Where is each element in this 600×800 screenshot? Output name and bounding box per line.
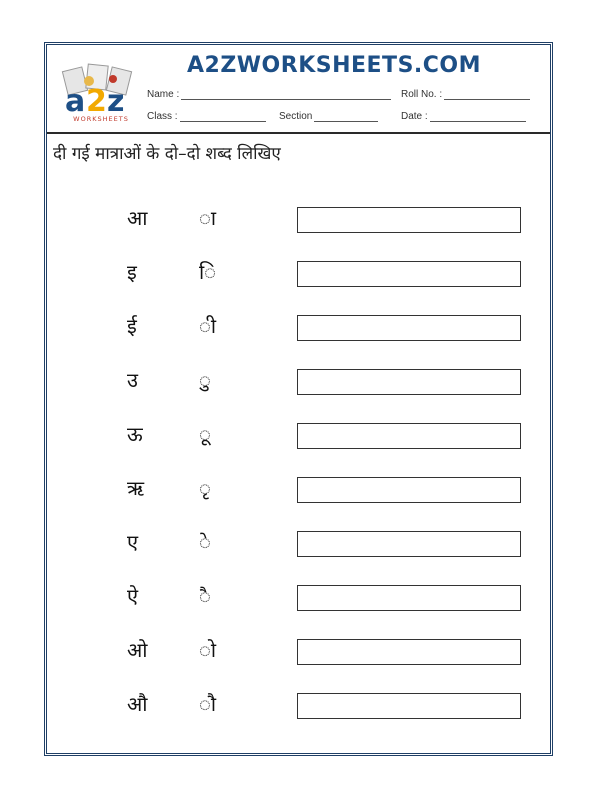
roll-no-line[interactable] (444, 89, 530, 100)
matra-sign: ि (199, 260, 217, 284)
matra-row (47, 691, 556, 721)
section-label: Section (279, 111, 313, 122)
vowel-letter: ई (127, 314, 137, 338)
matra-sign: ू (199, 422, 211, 446)
answer-box[interactable] (297, 693, 521, 719)
matra-sign: ी (199, 314, 217, 338)
matra-row (47, 637, 556, 667)
roll-no-label: Roll No. : (401, 89, 443, 100)
date-label: Date : (401, 111, 428, 122)
vowel-letter: ओ (127, 638, 148, 662)
svg-text:2: 2 (86, 84, 107, 119)
vowel-letter: ए (127, 530, 139, 554)
matra-sign: ौ (199, 692, 217, 716)
matra-sign: ृ (199, 476, 211, 500)
svg-text:a: a (65, 84, 86, 119)
vowel-letter: ऊ (127, 422, 143, 446)
matra-row (47, 421, 556, 451)
matra-sign: ा (199, 206, 217, 230)
answer-box[interactable] (297, 261, 521, 287)
answer-box[interactable] (297, 585, 521, 611)
matra-row (47, 475, 556, 505)
section-field[interactable] (279, 111, 378, 122)
roll-no-field[interactable] (401, 89, 530, 100)
matra-row (47, 259, 556, 289)
vowel-letter: आ (127, 206, 148, 230)
class-label: Class : (147, 111, 178, 122)
date-line[interactable] (430, 111, 526, 122)
vowel-letter: ऋ (127, 476, 145, 500)
instruction-text: दी गई मात्राओं के दो–दो शब्द लिखिए (53, 144, 281, 164)
svg-text:z: z (107, 84, 125, 119)
vowel-letter: उ (127, 368, 138, 392)
vowel-letter: इ (127, 260, 137, 284)
matra-sign: ो (199, 638, 217, 662)
answer-box[interactable] (297, 369, 521, 395)
a2z-logo (59, 61, 143, 123)
vowel-letter: औ (127, 692, 148, 716)
answer-box[interactable] (297, 315, 521, 341)
matra-sign: ै (199, 584, 211, 608)
name-label: Name : (147, 89, 180, 100)
name-field[interactable] (147, 89, 391, 100)
svg-text:WORKSHEETS: WORKSHEETS (73, 115, 129, 123)
matra-row (47, 313, 556, 343)
answer-box[interactable] (297, 207, 521, 233)
answer-box[interactable] (297, 531, 521, 557)
matra-sign: े (199, 530, 211, 554)
class-field[interactable] (147, 111, 266, 122)
worksheet-header (47, 45, 550, 134)
answer-box[interactable] (297, 477, 521, 503)
site-title: A2ZWORKSHEETS.COM (187, 53, 482, 78)
date-field[interactable] (401, 111, 526, 122)
matra-sign: ु (199, 368, 211, 392)
class-line[interactable] (180, 111, 266, 122)
name-line[interactable] (181, 89, 391, 100)
matra-row (47, 367, 556, 397)
vowel-letter: ऐ (127, 584, 139, 608)
matra-row (47, 205, 556, 235)
section-line[interactable] (314, 111, 378, 122)
matra-row (47, 583, 556, 613)
answer-box[interactable] (297, 639, 521, 665)
answer-box[interactable] (297, 423, 521, 449)
matra-row (47, 529, 556, 559)
worksheet-frame (44, 42, 553, 756)
